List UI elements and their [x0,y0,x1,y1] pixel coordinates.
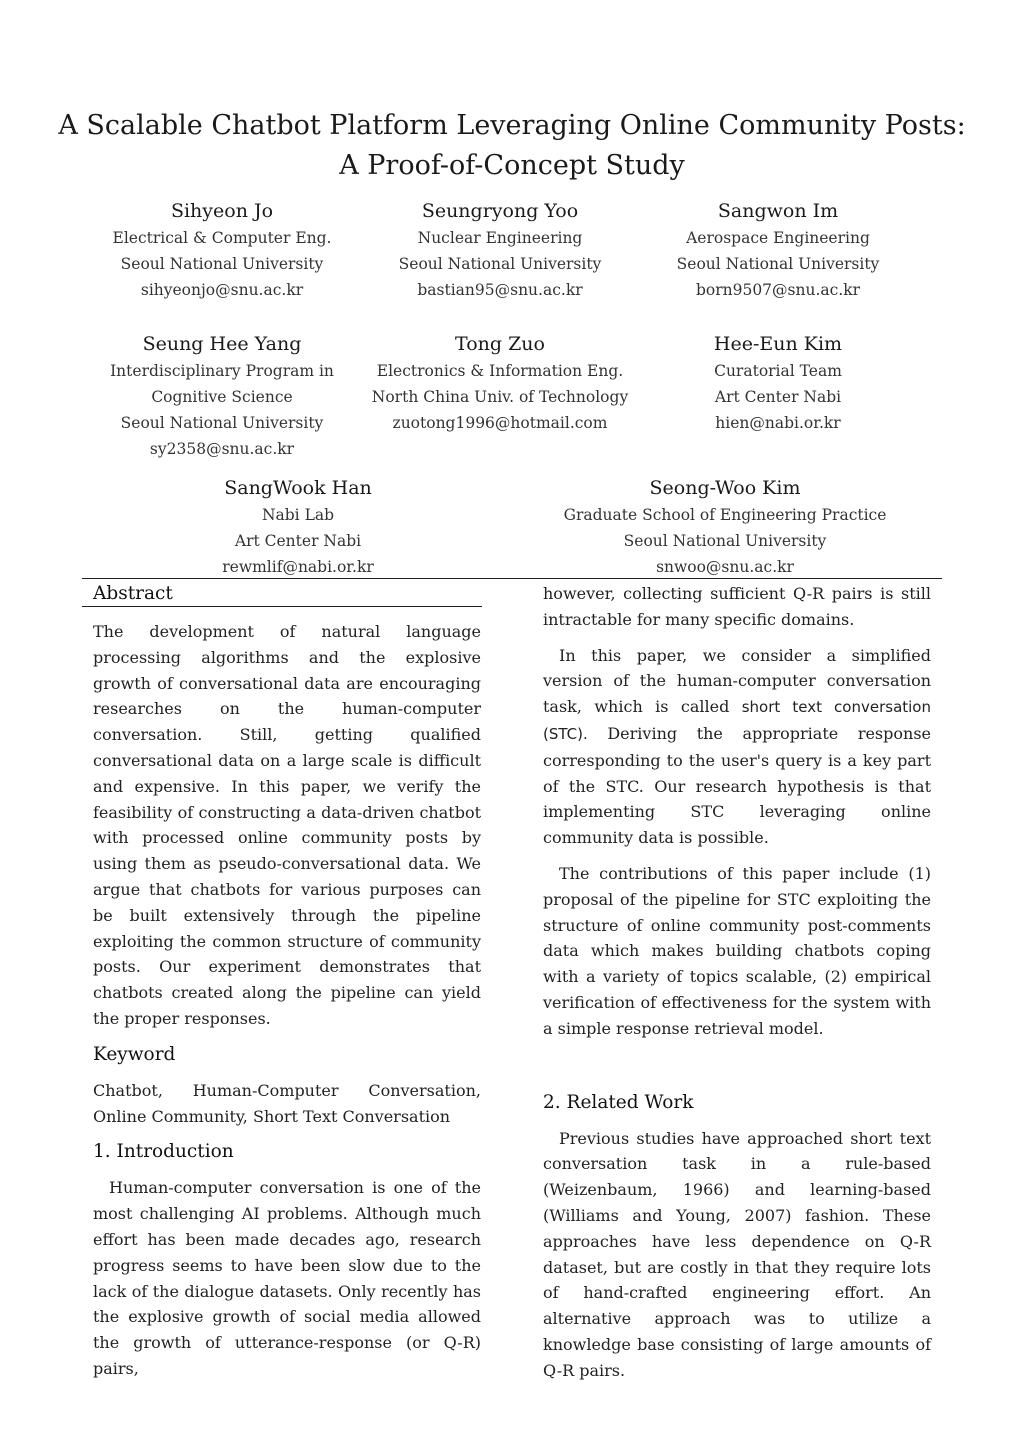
author-name: Sihyeon Jo [170,200,274,222]
author-name: Sangwon Im [717,200,839,222]
author-name: Seung Hee Yang [142,333,302,355]
author-affiliation: Nabi Lab [261,506,335,524]
author-email: sy2358@snu.ac.kr [149,440,295,458]
author-name: Tong Zuo [455,333,545,355]
author-block [82,330,362,462]
author-affiliation: Interdisciplinary Program in [110,362,334,380]
paper-title-line-2: A Proof-of-Concept Study [339,150,685,181]
related-work-paragraph: Previous studies have approached short text conversation task in a rule-based (Weizenbaum, 1966) and learning-based (Williams and Young, 2007) fashion. These approaches have less dependence on Q-R dataset, but are costly in that they require lots of hand-crafted engineering effort. An alternative approach was to utilize a knowledge base consisting of large amounts of Q-R pairs. [543,1128,931,1380]
keyword-heading: Keyword [93,1043,176,1065]
left-column [93,581,481,1382]
author-affiliation: Electrical & Computer Eng. [112,229,332,247]
author-affiliation: Graduate School of Engineering Practice [563,506,887,524]
author-email: hien@nabi.or.kr [715,414,841,432]
author-name: SangWook Han [224,477,372,499]
author-block [638,330,918,436]
author-affiliation: Cognitive Science [151,388,293,406]
related-work-heading: 2. Related Work [543,1091,694,1113]
author-affiliation: Art Center Nabi [714,388,842,406]
introduction-paragraph-2 [543,643,931,851]
author-block [150,474,446,580]
author-affiliation: Seoul National University [398,255,602,273]
paragraph-text: In this paper, we consider a simplified version of the human-computer conversation task, which is called [543,645,931,717]
author-email: born9507@snu.ac.kr [695,281,861,299]
author-affiliation: Art Center Nabi [234,532,362,550]
author-affiliation: Seoul National University [120,414,324,432]
author-name: Hee-Eun Kim [713,333,843,355]
author-affiliation: Nuclear Engineering [417,229,583,247]
author-affiliation: Seoul National University [120,255,324,273]
right-column [543,581,931,1384]
header-divider [82,578,942,579]
abstract-text: The development of natural language processing algorithms and the explosive growth of conversational data are encouraging researches on the human-computer conversation. Still, getting qualified conversational data on a large scale is difficult and expensive. In this paper, we verify the feasibility of constructing a data-driven chatbot with processed online community posts by using them as pseudo-conversational data. We argue that chatbots for various purposes can be built extensively through the pipeline exploiting the common structure of community posts. Our experiment demonstrates that chatbots created along the pipeline can yield the proper responses. [93,622,481,1028]
author-name: Seungryong Yoo [421,200,579,222]
author-email: rewmlif@nabi.or.kr [222,558,374,576]
introduction-paragraph-continued: however, collecting sufficient Q-R pairs is still intractable for many specific domains. [543,584,931,629]
paragraph-text: Deriving the appropriate response corresponding to the user's query is a key part of the STC. Our research hypothesis is that implementing STC leveraging online community data is possible. [543,723,931,848]
author-affiliation: North China Univ. of Technology [371,388,629,406]
paper-title-line-1: A Scalable Chatbot Platform Leveraging Online Community Posts: [58,110,966,141]
keyword-text: Chatbot, Human-Computer Conversation, Online Community, Short Text Conversation [93,1080,481,1126]
author-block [82,197,362,303]
author-email: bastian95@snu.ac.kr [417,281,583,299]
introduction-paragraph: Human-computer conversation is one of the most challenging AI problems. Although much effort has been made decades ago, research progress seems to have been slow due to the lack of the dialogue datasets. Only recently has the explosive growth of social media allowed the growth of utterance-response (or Q-R) pairs, [93,1178,481,1378]
author-email: snwoo@snu.ac.kr [656,558,794,576]
author-email: zuotong1996@hotmail.com [392,414,608,432]
author-affiliation: Aerospace Engineering [686,229,870,247]
author-affiliation: Seoul National University [623,532,827,550]
author-block [638,197,918,303]
author-email: sihyeonjo@snu.ac.kr [140,281,304,299]
stc-term: short text conversation (STC). [543,698,931,743]
author-affiliation: Electronics & Information Eng. [376,362,624,380]
author-block [360,330,640,436]
abstract-heading: Abstract [93,583,173,604]
author-block [555,474,895,580]
introduction-heading: 1. Introduction [93,1141,234,1163]
author-name: Seong-Woo Kim [649,477,801,499]
author-block [360,197,640,303]
author-affiliation: Seoul National University [676,255,880,273]
introduction-paragraph-3: The contributions of this paper include (1) proposal of the pipeline for STC exploiting the structure of online community post-comments data which makes building chatbots coping with a variety of topics scalable, (2) empirical verification of effectiveness for the system with a simple response retrieval model. [543,863,931,1038]
author-affiliation: Curatorial Team [714,362,842,380]
